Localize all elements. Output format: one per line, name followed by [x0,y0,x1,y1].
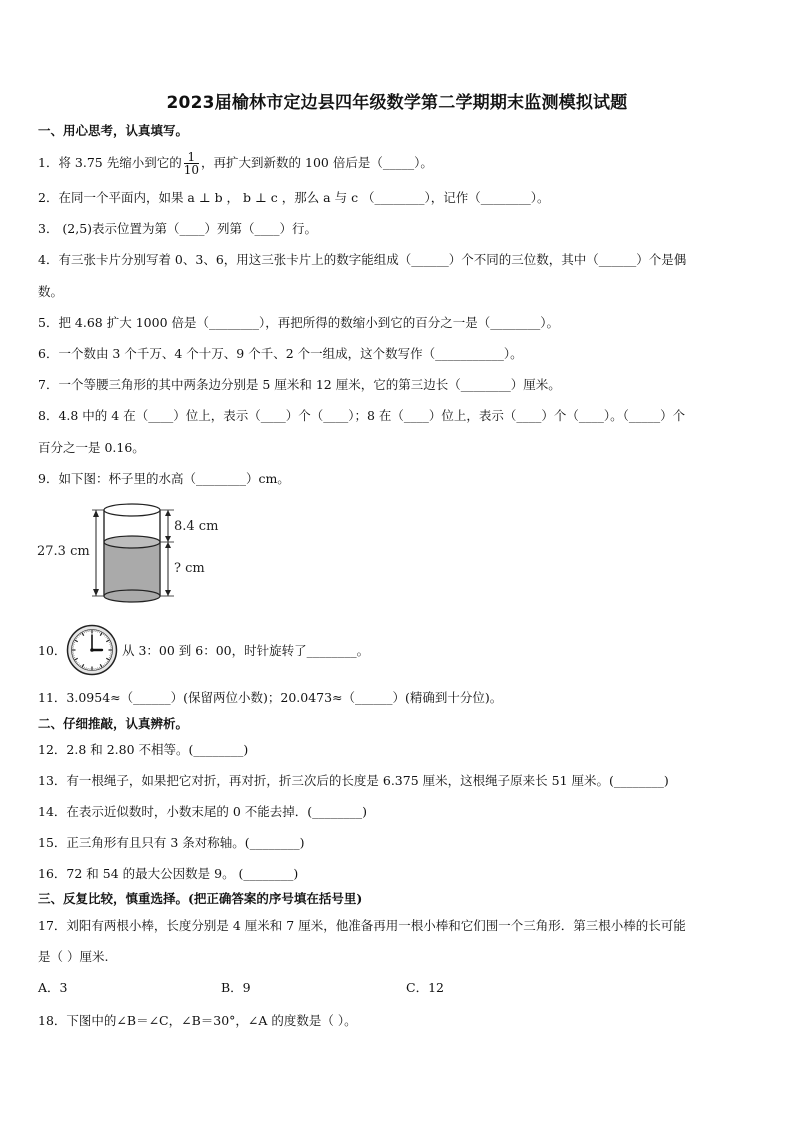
cup-base [104,590,160,602]
question-12: 12．2.8 和 2.80 不相等。(________) [38,742,249,757]
section-1-heading: 一、用心思考，认真填写。 [38,123,189,138]
question-4-line-2: 数。 [38,284,64,299]
question-17-line-1: 17．刘阳有两根小棒，长度分别是 4 厘米和 7 厘米，他准备再用一根小棒和它们围一个三角形．第三根小棒的长可能 [38,918,686,933]
option-c[interactable]: C．12 [406,980,444,995]
section-3-heading: 三、反复比较，慎重选择。(把正确答案的序号填在括号里) [38,891,363,906]
option-a[interactable]: A．3 [38,980,68,995]
question-13: 13．有一根绳子，如果把它对折，再对折，折三次后的长度是 6.375 厘米，这根绳子原来长 51 厘米。(________) [38,773,669,788]
water-surface [104,536,160,548]
question-17-line-2: 是（ ）厘米. [38,949,109,964]
question-1-text-a: 1．将 3.75 先缩小到它的 [38,155,182,170]
question-6: 6．一个数由 3 个千万、4 个十万、9 个千、2 个一组成，这个数写作（___________）。 [38,346,523,361]
question-1-text-b: ，再扩大到新数的 100 倍后是（_____）。 [201,155,433,170]
question-10-number: 10． [38,643,67,658]
question-9: 9．如下图：杯子里的水高（________）cm。 [38,471,290,486]
water-height-label: ? cm [174,561,205,576]
section-2-heading: 二、仔细推敲，认真辨析。 [38,716,189,731]
question-16: 16．72 和 54 的最大公因数是 9。 (________) [38,866,299,881]
question-8-line-2: 百分之一是 0.16。 [38,440,145,455]
question-17-options [38,978,738,996]
option-b[interactable]: B．9 [221,980,251,995]
question-18: 18．下图中的∠B＝∠C，∠B＝30°，∠A 的度数是（ ）。 [38,1013,357,1028]
question-11: 11．3.0954≈（______）(保留两位小数)；20.0473≈（______）(精确到十分位)。 [38,690,503,705]
total-height-label: 27.3 cm [37,544,90,559]
question-10-text: 从 3：00 到 6：00，时针旋转了________。 [122,643,370,658]
question-14: 14．在表示近似数时，小数末尾的 0 不能去掉．(________) [38,804,368,819]
cup-rim [104,504,160,516]
question-15: 15．正三角形有且只有 3 条对称轴。(________) [38,835,305,850]
question-8-line-1: 8．4.8 中的 4 在（____）位上，表示（____）个（____）；8 在（____）位上，表示（____）个（____）。（_____）个 [38,408,686,423]
question-1 [38,151,433,176]
question-5: 5．把 4.68 扩大 1000 倍是（________），再把所得的数缩小到它的百分之一是（________）。 [38,315,559,330]
top-gap-label: 8.4 cm [174,519,219,534]
question-4-line-1: 4．有三张卡片分别写着 0、3、6，用这三张卡片上的数字能组成（______）个不同的三位数，其中（______）个是偶 [38,252,687,267]
question-7: 7．一个等腰三角形的其中两条边分别是 5 厘米和 12 厘米，它的第三边长（________）厘米。 [38,377,561,392]
page-title: 2023届榆林市定边县四年级数学第二学期期末监测模拟试题 [166,93,628,113]
question-3: 3． (2,5)表示位置为第（____）列第（____）行。 [38,221,318,236]
fraction-one-tenth: $\frac{1}{10}$ [183,150,200,177]
clock-icon [66,624,118,676]
question-2: 2．在同一个平面内，如果 a ⊥ b ， b ⊥ c ，那么 a 与 c （________），记作（________）。 [38,190,550,205]
cup-figure [36,500,266,610]
water-fill [104,542,160,596]
